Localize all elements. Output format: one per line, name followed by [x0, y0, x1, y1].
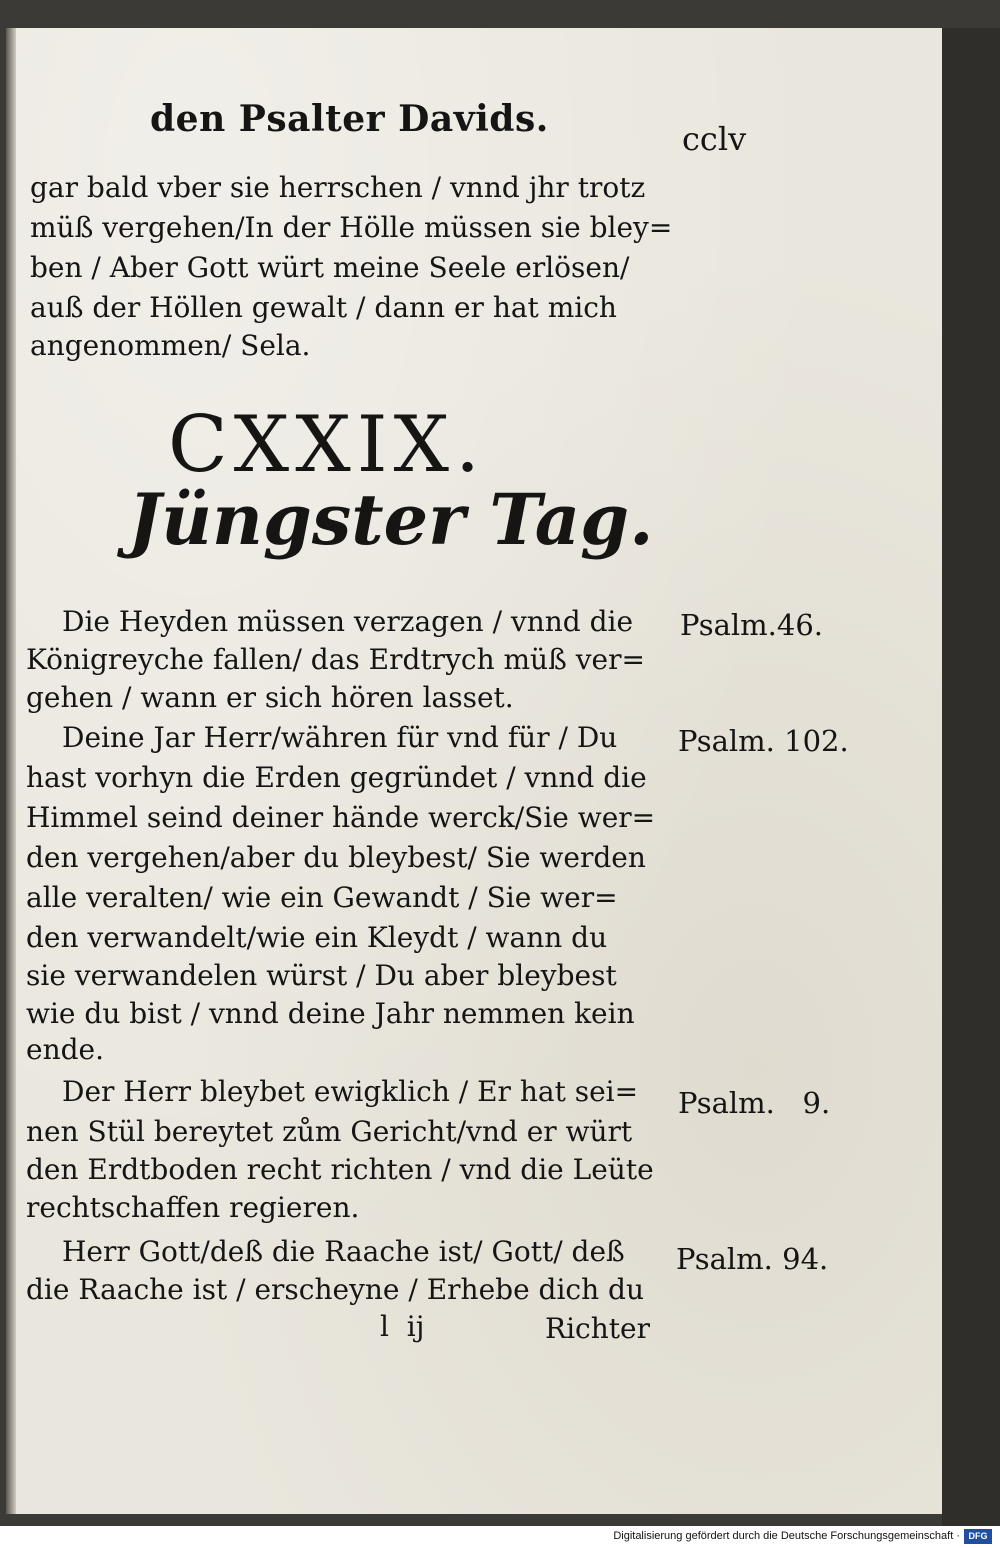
passage-line: Himmel seind deiner hände werck/Sie wer= — [26, 801, 656, 834]
chapter-numeral: CXXIX. — [168, 400, 486, 490]
page-edge-shadow — [942, 28, 1000, 1526]
passage-line: ende. — [26, 1033, 104, 1066]
signature-mark: l ij — [380, 1310, 425, 1343]
passage-line: wie du bist / vnnd deine Jahr nemmen kein — [26, 997, 635, 1030]
psalm-reference: Psalm. 102. — [678, 724, 849, 758]
funding-credit: Digitalisierung gefördert durch die Deutsche Forschungsgemeinschaft · — [613, 1530, 960, 1542]
passage-line: Die Heyden müssen verzagen / vnnd die — [62, 605, 634, 638]
intro-line: auß der Höllen gewalt / dann er hat mich — [30, 291, 617, 324]
passage-line: die Raache ist / erscheyne / Erhebe dich du — [26, 1273, 644, 1306]
dfg-logo-icon: DFG — [964, 1529, 992, 1544]
psalm-reference: Psalm. 94. — [676, 1242, 829, 1276]
intro-line: angenommen/ Sela. — [30, 329, 311, 362]
passage-line: alle veralten/ wie ein Gewandt / Sie wer= — [26, 881, 618, 914]
running-title: den Psalter Davids. — [150, 98, 549, 140]
passage-line: gehen / wann er sich hören lasset. — [26, 681, 514, 714]
catchword: Richter — [545, 1312, 650, 1345]
intro-line: gar bald vber sie herrschen / vnnd jhr trotz — [30, 171, 646, 204]
folio-number: cclv — [682, 120, 747, 158]
psalm-reference: Psalm. 9. — [678, 1086, 831, 1120]
passage-line: nen Stül bereytet zům Gericht/vnd er würt — [26, 1115, 633, 1148]
psalm-reference: Psalm.46. — [680, 608, 824, 642]
passage-line: Deine Jar Herr/währen für vnd für / Du — [62, 721, 618, 754]
passage-line: den verwandelt/wie ein Kleydt / wann du — [26, 921, 608, 954]
passage-line: rechtschaffen regieren. — [26, 1191, 360, 1224]
passage-line: sie verwandelen würst / Du aber bleybest — [26, 959, 617, 992]
passage-line: Der Herr bleybet ewigklich / Er hat sei= — [62, 1075, 639, 1108]
passage-line: Herr Gott/deß die Raache ist/ Gott/ deß — [62, 1235, 625, 1268]
passage-line: den Erdtboden recht richten / vnd die Leüte — [26, 1153, 654, 1186]
intro-line: müß vergehen/In der Hölle müssen sie bley= — [30, 211, 673, 244]
intro-line: ben / Aber Gott würt meine Seele erlösen/ — [30, 251, 630, 284]
passage-line: hast vorhyn die Erden gegründet / vnnd die — [26, 761, 647, 794]
passage-line: den vergehen/aber du bleybest/ Sie werden — [26, 841, 646, 874]
passage-line: Königreyche fallen/ das Erdtrych müß ver= — [26, 643, 645, 676]
digitization-footer — [0, 1526, 1000, 1548]
chapter-heading: Jüngster Tag. — [128, 478, 654, 561]
page-gutter — [6, 28, 16, 1514]
